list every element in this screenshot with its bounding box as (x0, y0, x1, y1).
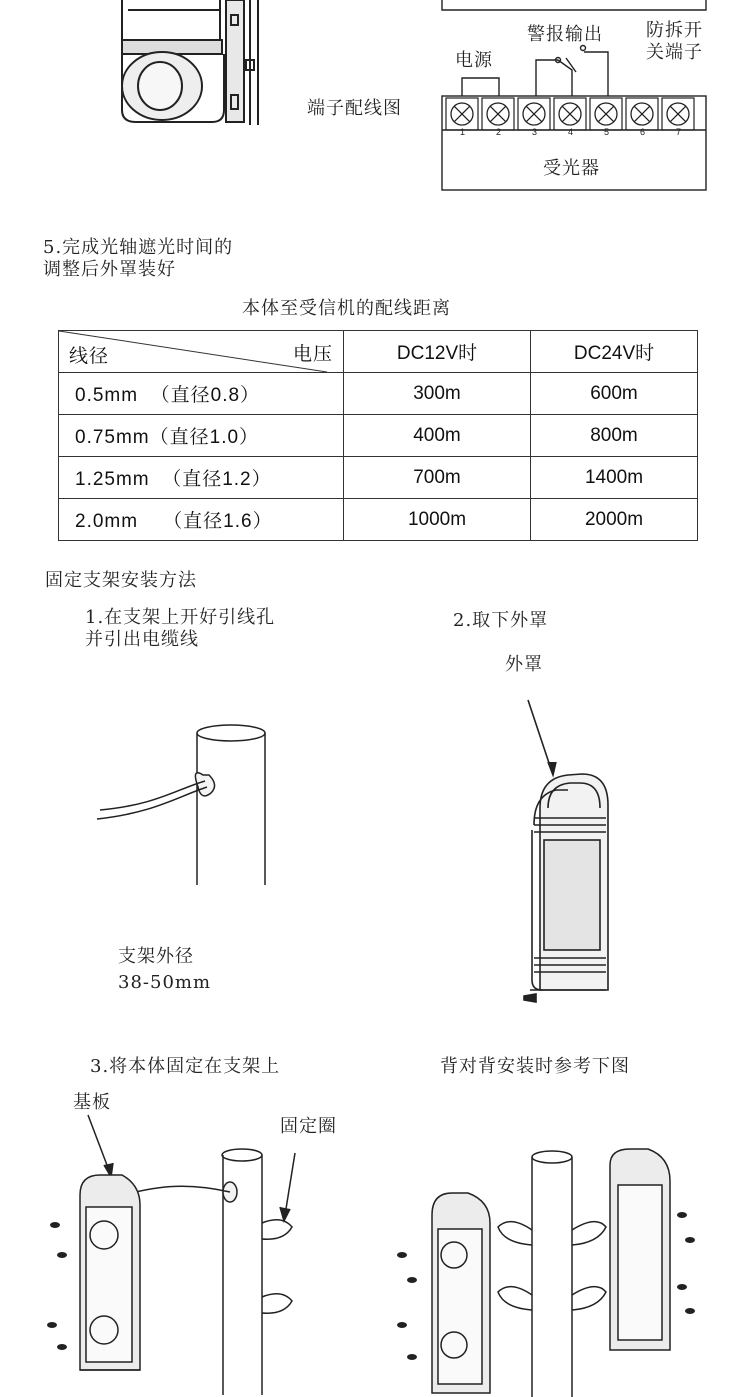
terminal-screw-icon (559, 103, 581, 125)
back-to-back-label: 背对背安装时参考下图 (440, 1056, 630, 1077)
table-row (59, 499, 698, 541)
terminal-screw-icon (595, 103, 617, 125)
header-dc12: DC12V时 (344, 331, 531, 373)
terminal-screw-icon (523, 103, 545, 125)
dc12-cell: 1000m (344, 499, 531, 541)
header-dc24: DC24V时 (531, 331, 698, 373)
wire-cell: 0.75mm（直径1.0） (59, 415, 344, 457)
table-header-diagonal-cell (59, 331, 344, 373)
header-voltage: 电压 (292, 344, 333, 365)
terminal-screw-icon (487, 103, 509, 125)
dc12-cell: 700m (344, 457, 531, 499)
fixing-ring-label: 固定圈 (280, 1116, 337, 1137)
dc24-cell: 1400m (531, 457, 698, 499)
terminal-number: 4 (568, 127, 574, 137)
table-row (59, 457, 698, 499)
wire-cell: 0.5mm （直径0.8） (59, 373, 344, 415)
pole-with-cable-illustration (95, 715, 295, 885)
table-header-row (59, 331, 698, 373)
step5-text: 5.完成光轴遮光时间的 调整后外罩装好 (43, 237, 234, 280)
table-row (59, 373, 698, 415)
terminal-number: 6 (640, 127, 646, 137)
sensor-cover-illustration (510, 690, 650, 1040)
mount-on-pole-illustration (40, 1115, 360, 1395)
terminal-number-row (446, 127, 710, 139)
receiver-label: 受光器 (543, 158, 600, 179)
alarm-output-label: 警报输出 (527, 24, 603, 45)
wiring-diagram-label: 端子配线图 (307, 98, 402, 119)
dc24-cell: 2000m (531, 499, 698, 541)
terminal-number: 7 (676, 127, 682, 137)
install-heading: 固定支架安装方法 (45, 570, 197, 591)
dc12-cell: 300m (344, 373, 531, 415)
dc24-cell: 800m (531, 415, 698, 457)
install-step1: 1.在支架上开好引线孔 并引出电缆线 (85, 607, 276, 650)
dc12-cell: 400m (344, 415, 531, 457)
terminal-number: 1 (460, 127, 466, 137)
terminal-number: 5 (604, 127, 610, 137)
wire-cell: 2.0mm （直径1.6） (59, 499, 344, 541)
terminal-screw-icon (667, 103, 689, 125)
base-plate-label: 基板 (73, 1092, 111, 1113)
table-title: 本体至受信机的配线距离 (242, 298, 451, 319)
tamper-terminal-label: 防拆开 关端子 (646, 20, 703, 63)
terminal-number: 3 (532, 127, 538, 137)
back-to-back-illustration (390, 1135, 710, 1395)
power-label: 电源 (455, 50, 493, 71)
terminal-screw-icon (451, 103, 473, 125)
header-wire-gauge: 线径 (69, 346, 110, 367)
install-step3: 3.将本体固定在支架上 (90, 1056, 281, 1077)
wire-cell: 1.25mm （直径1.2） (59, 457, 344, 499)
sensor-top-illustration (100, 0, 300, 125)
pole-diameter-label: 支架外径 38-50mm (118, 946, 212, 993)
install-step2: 2.取下外罩 (453, 610, 549, 631)
wiring-distance-table (58, 330, 698, 541)
terminal-screw-icon (631, 103, 653, 125)
table-row (59, 415, 698, 457)
cover-label: 外罩 (505, 654, 543, 675)
dc24-cell: 600m (531, 373, 698, 415)
terminal-number: 2 (496, 127, 502, 137)
